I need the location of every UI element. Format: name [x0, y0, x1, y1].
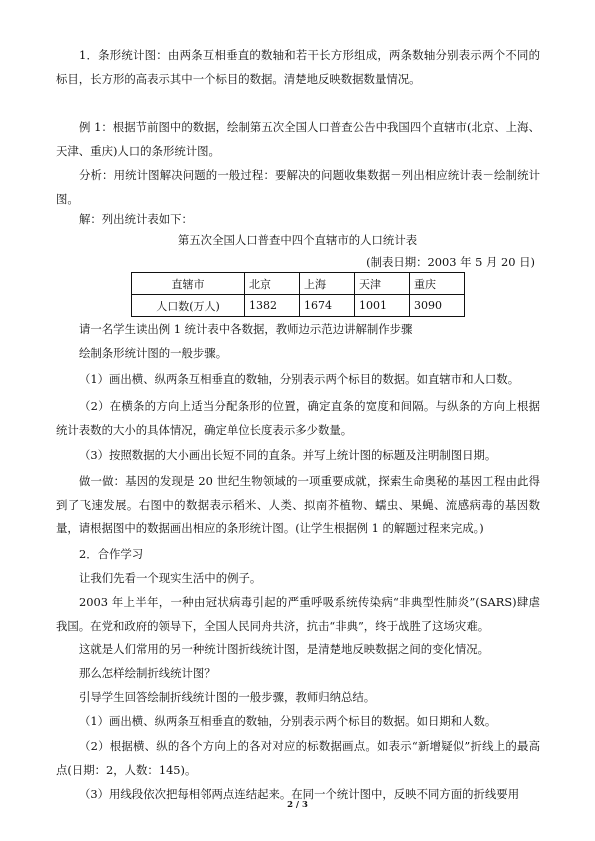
population-table: [131, 272, 465, 317]
paragraph-step-1: （1）画出横、纵两条互相垂直的数轴，分别表示两个标目的数据。如直辖市和人口数。: [79, 372, 520, 386]
paragraph-solution: 解：列出统计表如下：: [79, 212, 193, 226]
paragraph-line-step-3: （3）用线段依次把每相邻两点连结起来。在同一个统计图中，反映不同方面的折线要用: [79, 787, 520, 801]
paragraph-cooperative-learning: 2．合作学习: [79, 547, 144, 561]
table-cell: 人口数(万人): [132, 295, 245, 317]
paragraph-example-1: 例 1：根据节前图中的数据，绘制第五次全国人口普查公告中我国四个直辖市(北京、上海、天津、重庆)人口的条形统计图。: [56, 120, 540, 158]
paragraph-exercise: 做一做：基因的发现是 20 世纪生物领域的一项重要成就，探索生命奥秘的基因工程由此得到了飞速发展。右图中的数据表示稻米、人类、拟南芥植物、蠕虫、果蝇、流感病毒的基因数量，请根据图中的数据画出相应的条形统计图。(让学生根据例 1 的解题过程来完成。): [56, 474, 540, 536]
table-row: [132, 295, 465, 317]
paragraph-bar-chart-definition: 1．条形统计图：由两条互相垂直的数轴和若干长方形组成，两条数轴分别表示两个不同的标目，长方形的高表示其中一个标目的数据。清楚地反映数据数量情况。: [56, 48, 540, 86]
table-cell: 直辖市: [132, 273, 245, 295]
table-cell: 上海: [300, 273, 355, 295]
table-cell: 1674: [300, 295, 355, 317]
paragraph-question: 那么怎样绘制折线统计图？: [79, 666, 216, 680]
paragraph-sars: 2003 年上半年，一种由冠状病毒引起的严重呼吸系统传染病“非典型性肺炎”(SARS)肆虐我国。在党和政府的领导下，全国人民同舟共济，抗击“非典”，终于战胜了这场灾难。: [56, 595, 540, 633]
paragraph-step-2: （2）在横条的方向上适当分配条形的位置，确定直条的宽度和间隔。与纵条的方向上根据统计表数的大小的具体情况，确定单位长度表示多少数量。: [56, 399, 540, 437]
table-date: (制表日期：2003 年 5 月 20 日): [366, 255, 535, 269]
paragraph-line-chart-intro: 这就是人们常用的另一种统计图折线统计图，是清楚地反映数据之间的变化情况。: [79, 642, 490, 656]
paragraph-real-example: 让我们先看一个现实生活中的例子。: [79, 571, 262, 585]
paragraph-steps-heading: 绘制条形统计图的一般步骤。: [79, 346, 228, 360]
table-cell: 1382: [245, 295, 300, 317]
paragraph-line-step-1: （1）画出横、纵两条互相垂直的数轴，分别表示两个标目的数据。如日期和人数。: [79, 714, 497, 728]
page-number: 2 / 3: [287, 800, 308, 810]
table-cell: 3090: [410, 295, 465, 317]
table-cell: 天津: [355, 273, 410, 295]
paragraph-step-3: （3）按照数据的大小画出长短不同的直条。并写上统计图的标题及注明制图日期。: [79, 448, 497, 462]
paragraph-student-reads: 请一名学生读出例 1 统计表中各数据，教师边示范边讲解制作步骤: [79, 322, 413, 336]
table-cell: 1001: [355, 295, 410, 317]
paragraph-analysis: 分析：用统计图解决问题的一般过程：要解决的问题收集数据－列出相应统计表－绘制统计图。: [56, 168, 540, 206]
paragraph-guide-students: 引导学生回答绘制折线统计图的一般步骤，教师归纳总结。: [79, 690, 376, 704]
table-cell: 重庆: [410, 273, 465, 295]
table-row: [132, 273, 465, 295]
table-cell: 北京: [245, 273, 300, 295]
table-title: 第五次全国人口普查中四个直辖市的人口统计表: [177, 233, 418, 247]
paragraph-line-step-2: （2）根据横、纵的各个方向上的各对对应的标数据画点。如表示“新增疑似”折线上的最高点(日期：2，人数：145)。: [56, 739, 540, 777]
